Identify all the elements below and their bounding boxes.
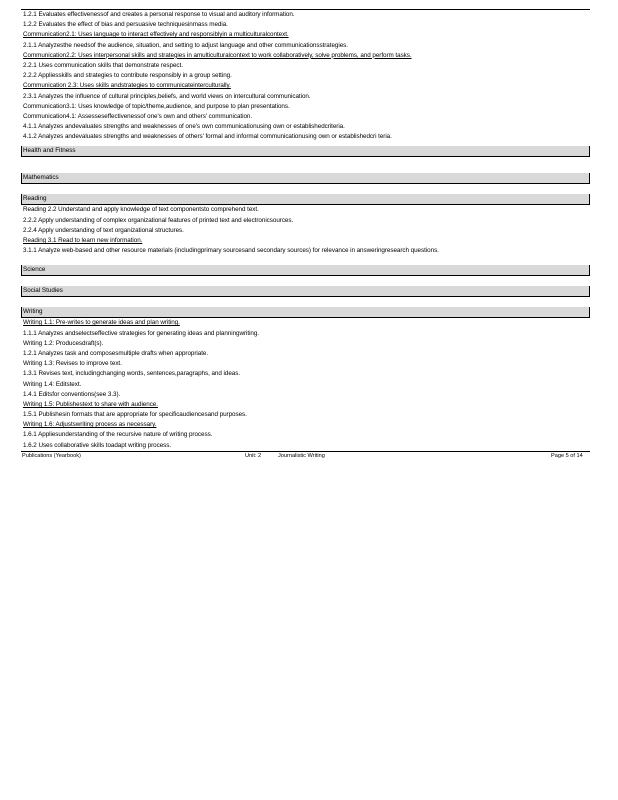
standard-line: 1.4.1 Editsfor conventions(see 3.3). [23,390,121,398]
standard-line: Communication 2.3: Uses skills andstrategies to communicateinterculturally. [23,82,231,90]
standard-line: 1.6.1 Appliesunderstanding of the recursive nature of writing process. [23,431,213,439]
standard-line: 1.2.1 Analyzes task and composesmultiple drafts when appropriate. [23,349,209,357]
footer-page-number: Page 5 of 14 [551,453,583,459]
section-header-writing: Writing [21,307,590,318]
standard-line: Writing 1.4: Editstext. [23,380,82,388]
standard-line: 4.1.1 Analyzes andevaluates strengths and weaknesses of one's own communicationusing own or establishedcriteria. [23,123,345,131]
section-header-health: Health and Fitness [21,146,590,157]
page-footer [21,451,590,462]
standard-line: 1.2.2 Evaluates the effect of bias and persuasive techniquesinmass media. [23,21,228,29]
section-header-mathematics: Mathematics [21,173,590,184]
standard-line: Communication3.1: Uses knowledge of topic/theme,audience, and purpose to plan presentations. [23,102,290,110]
standard-line: Communication2.2: Uses interpersonal skills and strategies in amulticulturalcontext to work collaboratively, solve problems, and perform tasks. [23,51,412,59]
standard-line: 2.2.2 Appliesskills and strategies to contribute responsibly in a group setting. [23,72,232,80]
standard-line: 1.3.1 Revises text, includingchanging words, sentences,paragraphs, and ideas. [23,370,241,378]
section-header-reading: Reading [21,194,590,205]
standard-line: 2.2.4 Apply understanding of text organizational structures. [23,226,184,234]
standard-line: 1.5.1 Publishesin formats that are appropriate for specificaudiencesand purposes. [23,411,247,419]
standard-line: Writing 1.2: Producesdraft(s). [23,339,104,347]
document-page [21,9,590,451]
standard-line: 3.1.1 Analyze web-based and other resource materials (includingprimary sourcesand secondary sources) for relevance in answeringresearch questions. [23,247,439,255]
reading-standards [21,205,590,256]
standard-line: 2.1.1 Analyzesthe needsof the audience, situation, and setting to adjust language and other communicationsstrategies. [23,41,348,49]
standard-line: Communication2.1: Uses language to interact effectively and responsiblyin a multiculturalcontext. [23,31,289,39]
standard-line: Writing 1.6: Adjustswriting process as necessary. [23,421,157,429]
standard-line: Communication4.1: Assesseseffectivenessof one's own and others' communication. [23,112,253,120]
communication-standards [21,10,590,142]
section-header-social-studies: Social Studies [21,286,590,297]
footer-unit: Unit: 2 [245,453,262,459]
standard-line: 2.2.1 Uses communication skills that demonstrate respect. [23,61,183,69]
standard-line: 1.6.2 Uses collaborative skills toadapt writing process. [23,441,172,449]
writing-standards [21,318,590,450]
standard-line: Reading 2.2 Understand and apply knowledge of text componentsto comprehend text. [23,206,259,214]
section-header-science: Science [21,265,590,276]
standard-line: Writing 1.1: Pre-writes to generate ideas and plan writing. [23,319,180,327]
standard-line: Writing 1.3: Revises to improve text. [23,360,122,368]
standard-line: 4.1.2 Analyzes andevaluates strengths and weaknesses of others' formal and informal communicationusing own or establishedcri teria. [23,133,392,141]
standard-line: Reading 3.1 Read to learn new information. [23,237,143,244]
standard-line: 2.3.1 Analyzes the influence of cultural principles,beliefs, and world views on intercultural communication. [23,92,311,100]
standard-line: 2.2.2 Apply understanding of complex organizational features of printed text and electronicsources. [23,216,294,224]
footer-course: Publications (Yearbook) [22,453,81,459]
standard-line: 1.2.1 Evaluates effectivenessof and creates a personal response to visual and auditory information. [23,11,295,18]
standard-line: Writing 1.5: Publishestext to share with audience. [23,400,158,408]
standard-line: 1.1.1 Analyzes andselectseffective strategies for generating ideas and planningwriting. [23,329,260,337]
footer-title: Journalistic Writing [278,453,325,459]
